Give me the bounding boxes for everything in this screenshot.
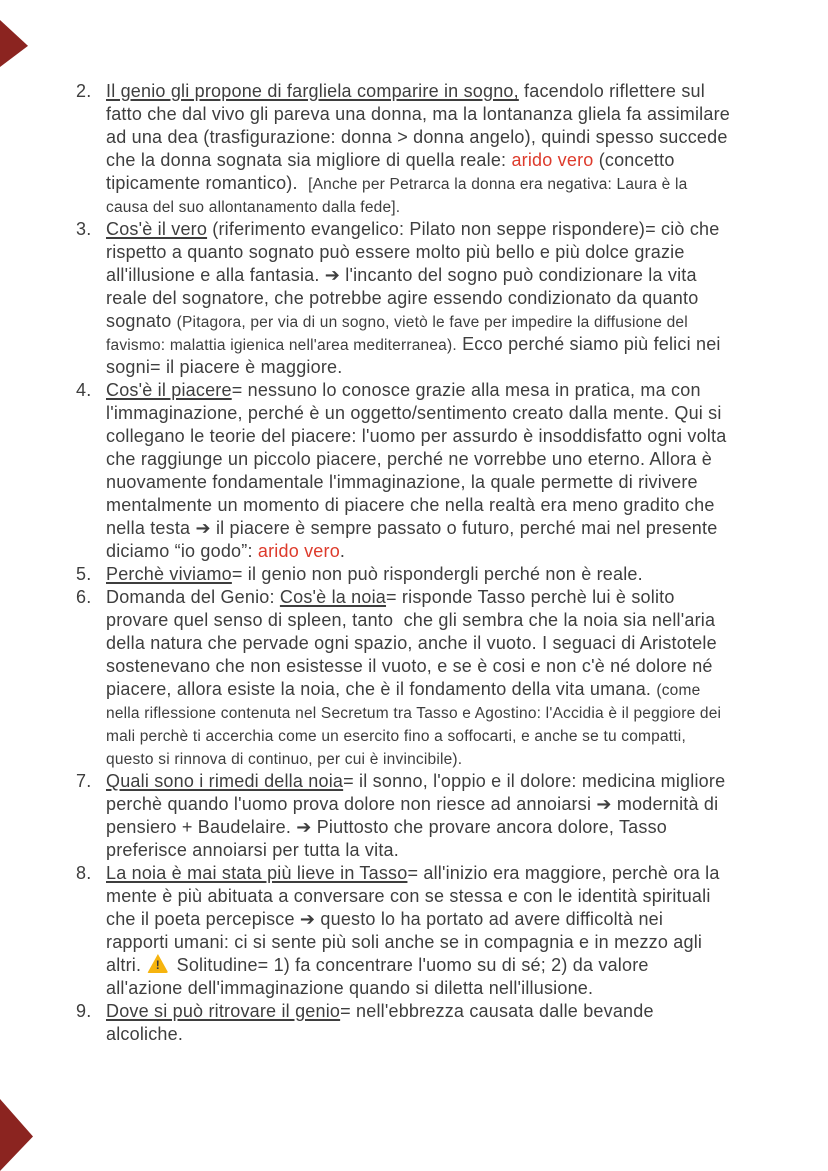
question-heading: La noia è mai stata più lieve in Tasso [106,863,408,883]
list-item-text [106,586,730,770]
list-item-text [106,563,730,586]
list-item [76,1000,730,1046]
list-item-number: 6. [76,587,92,607]
text-run: facendolo riflettere sul fatto che dal vivo gli pareva una donna, ma la lontananza gliela fa assimilare ad una dea (trasfigurazione: donna > donna angelo), quindi spesso succede che la donna sognata sia migliore di quella reale: [106,81,736,170]
numbered-notes-list [76,80,736,1046]
text-run: Ecco perché siamo più felici nei sogni= il piacere è maggiore. [106,334,726,377]
list-item [76,770,730,862]
highlight-red-text: arido vero [257,541,340,561]
text-run: . [339,541,346,561]
list-item-text [106,379,730,563]
list-item-text [106,862,730,1000]
notebook-cover-corner-bottom [0,1099,33,1171]
warning-icon [147,954,168,973]
text-run: = nessuno lo conosce grazie alla mesa in pratica, ma con l'immaginazione, perché è un oggetto/sentimento creato dalla mente. Qui si collegano le teorie del piacere: l'uomo per assurdo è insoddisfatto ogni volta che raggiunge un piccolo piacere, perché ne vorrebbe uno eterno. Allora è nuovamente fondamentale l'immaginazione, la quale permette di rivivere mentalmente un momento di piacere che nella realtà era meno gradito che nella testa ➔ il piacere è sempre passato o futuro, perché mai nel presente diciamo “io godo”: [106,380,732,561]
aside-small-text: [Anche per Petrarca la donna era negativa: Laura è la causa del suo allontanamento dalla fede]. [106,176,692,216]
question-heading: Il genio gli propone di fargliela comparire in sogno, [106,81,519,101]
aside-small-text: (come nella riflessione contenuta nel Secretum tra Tasso e Agostino: l'Accidia è il peggiore dei mali perchè ti accerchia come un esercito fino a soffocarti, e anche se tu compatti, questo si rinnova di continuo, per cui è invincibile). [106,682,726,768]
text-run: = risponde Tasso perchè lui è solito provare quel senso di spleen, tanto che gli sembra che la noia sia nell'aria della natura che pervade ogni spazio, anche il vuoto. I seguaci di Aristotele sostenevano che non esistesse il vuoto, e se è cosi e non c'è né dolore né piacere, allora esiste la noia, che è il fondamento della vita umana. [106,587,722,699]
text-run: = nell'ebbrezza causata dalle bevande alcoliche. [106,1001,659,1044]
list-item [76,862,730,1000]
list-item-number: 4. [76,380,92,400]
warning-exclamation: ! [155,958,160,972]
text-run: = all'inizio era maggiore, perchè ora la mente è più abituata a conversare con se stessa e con le identità spirituali che il poeta percepisce ➔ questo lo ha portato ad avere difficoltà nei rapporti umani: ci si sente più soli anche se in compagnia e in mezzo agli altri. [106,863,725,975]
list-item [76,80,736,218]
question-heading: Dove si può ritrovare il genio [106,1001,341,1021]
text-run: (concetto tipicamente romantico). [106,150,680,193]
text-run: (riferimento evangelico: Pilato non seppe rispondere)= ciò che rispetto a quanto sognato può essere molto più bello e più dolce grazie all'illusione e alla fantasia. ➔ l'incanto del sogno può condizionare la vita reale del sognatore, che potrebbe agire essendo condizionato da quanto sognato [106,219,725,331]
list-item-text [106,80,736,218]
list-item-number: 3. [76,219,92,239]
highlight-red-text: arido vero [511,150,594,170]
list-item-text [106,770,730,862]
question-heading: Cos'è la noia [279,587,387,607]
list-item [76,379,730,563]
list-item-number: 7. [76,771,92,791]
list-item-text [106,218,730,379]
text-run: Domanda del Genio: [106,587,280,607]
list-item [76,563,730,586]
text-run: = il genio non può rispondergli perché non è reale. [231,564,643,584]
list-item-number: 8. [76,863,92,883]
aside-small-text: (Pitagora, per via di un sogno, vietò le fave per impedire la diffusione del favismo: malattia igienica nell'area mediterranea). [106,314,693,354]
list-item-number: 5. [76,564,92,584]
list-item-number: 9. [76,1001,92,1021]
notebook-cover-corner-top [0,20,28,67]
list-item-text [106,1000,730,1046]
question-heading: Perchè viviamo [106,564,232,584]
question-heading: Cos'è il piacere [106,380,232,400]
list-item [76,586,730,770]
list-item-number: 2. [76,81,92,101]
question-heading: Cos'è il vero [106,219,208,239]
question-heading: Quali sono i rimedi della noia [106,771,344,791]
text-run: Solitudine= 1) fa concentrare l'uomo su di sé; 2) da valore all'azione dell'immaginazione quando si diletta nell'illusione. [106,955,654,998]
list-item [76,218,730,379]
text-run: = il sonno, l'oppio e il dolore: medicina migliore perchè quando l'uomo prova dolore non riesce ad annoiarsi ➔ modernità di pensiero + Baudelaire. ➔ Piuttosto che provare ancora dolore, Tasso preferisce annoiarsi per tutta la vita. [106,771,731,860]
